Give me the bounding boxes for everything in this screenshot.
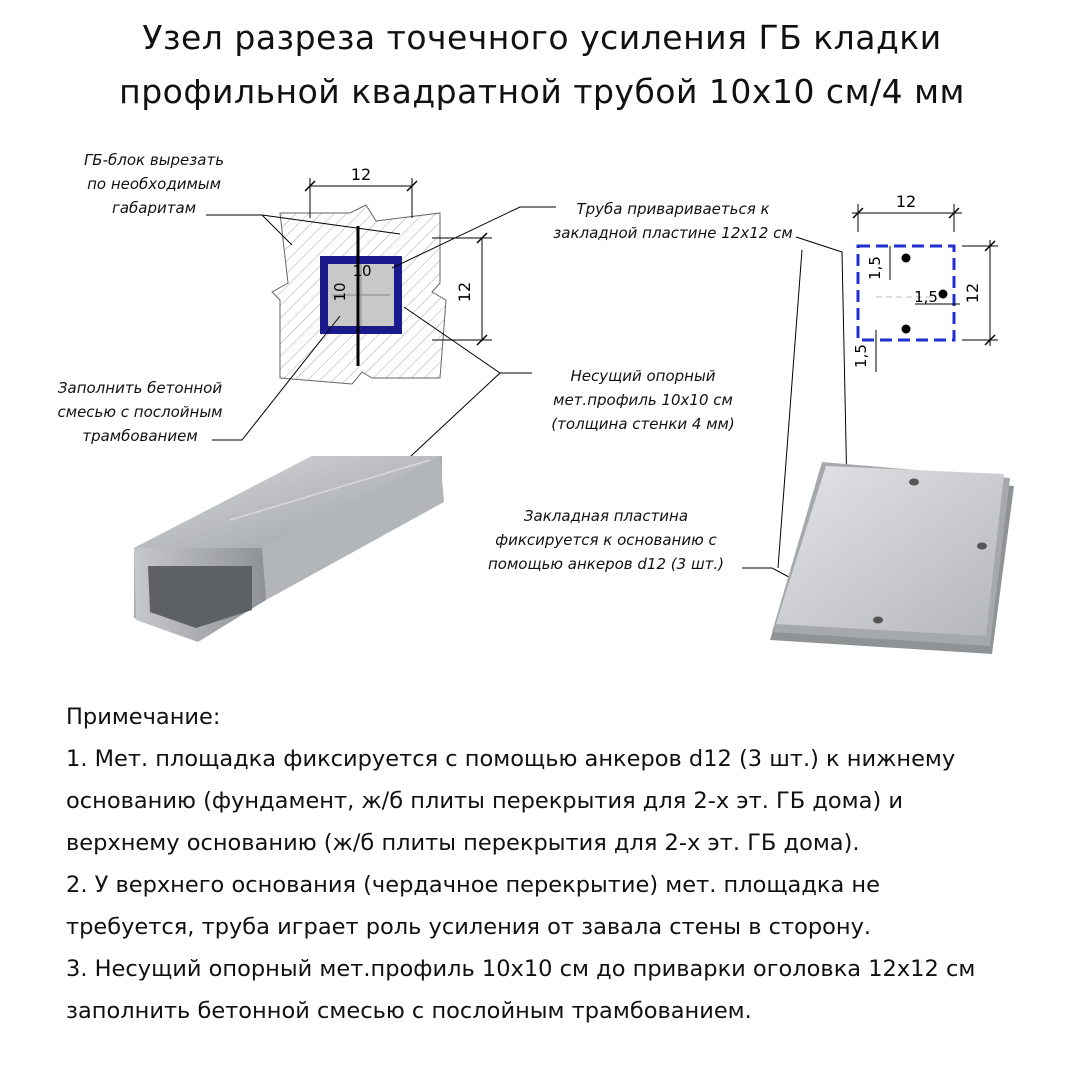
plate-dim-b: 1,5 [914, 288, 938, 306]
plate-dim-top: 12 [895, 192, 917, 211]
anchor-hole-1 [902, 254, 911, 263]
plate-dim-c: 1,5 [852, 344, 870, 368]
title-line-2: профильной квадратной трубой 10х10 см/4 мм [119, 72, 965, 111]
notes-line: верхнему основанию (ж/б плиты перекрытия для 2-х эт. ГБ дома). [66, 830, 860, 856]
section-dim-inner-v: 10 [331, 282, 349, 302]
plate-dim-a: 1,5 [866, 256, 884, 280]
notes-line: 2. У верхнего основания (чердачное перекрытие) мет. площадка не [66, 872, 880, 898]
anchor-hole-3 [902, 325, 911, 334]
notes-block [66, 696, 1056, 1032]
label-profile: Несущий опорный мет.профиль 10х10 см (толщина стенки 4 мм) [551, 367, 735, 433]
steel-plate-image [770, 462, 1014, 654]
notes-line: 3. Несущий опорный мет.профиль 10х10 см до приварки оголовка 12х12 см [66, 956, 976, 982]
steel-tube-image [134, 456, 444, 642]
label-fill: Заполнить бетонной смесью с послойным трамбованием [57, 379, 223, 445]
section-dim-right: 12 [455, 281, 474, 303]
notes-line: основанию (фундамент, ж/б плиты перекрытия для 2-х эт. ГБ дома) и [66, 788, 903, 814]
label-plate: Закладная пластина фиксируется к основанию с помощью анкеров d12 (3 шт.) [487, 507, 725, 573]
label-weld: Труба привариваеться к закладной пластине 12х12 см [553, 200, 793, 242]
plate-plan [852, 192, 998, 372]
title-line-1: Узел разреза точечного усиления ГБ кладки [142, 18, 942, 57]
notes-heading: Примечание: [66, 704, 221, 730]
section-dim-top: 12 [350, 165, 372, 184]
notes-line: заполнить бетонной смесью с послойным трамбованием. [66, 998, 752, 1024]
notes-line: 1. Мет. площадка фиксируется с помощью анкеров d12 (3 шт.) к нижнему [66, 746, 956, 772]
label-cut-block: ГБ-блок вырезать по необходимым габаритам [83, 151, 225, 217]
plate-dim-right: 12 [963, 282, 982, 304]
notes-line: требуется, труба играет роль усиления от завала стены в сторону. [66, 914, 872, 940]
section-dim-inner-h: 10 [352, 262, 372, 280]
section-drawing [272, 165, 492, 384]
anchor-hole-2 [939, 290, 948, 299]
